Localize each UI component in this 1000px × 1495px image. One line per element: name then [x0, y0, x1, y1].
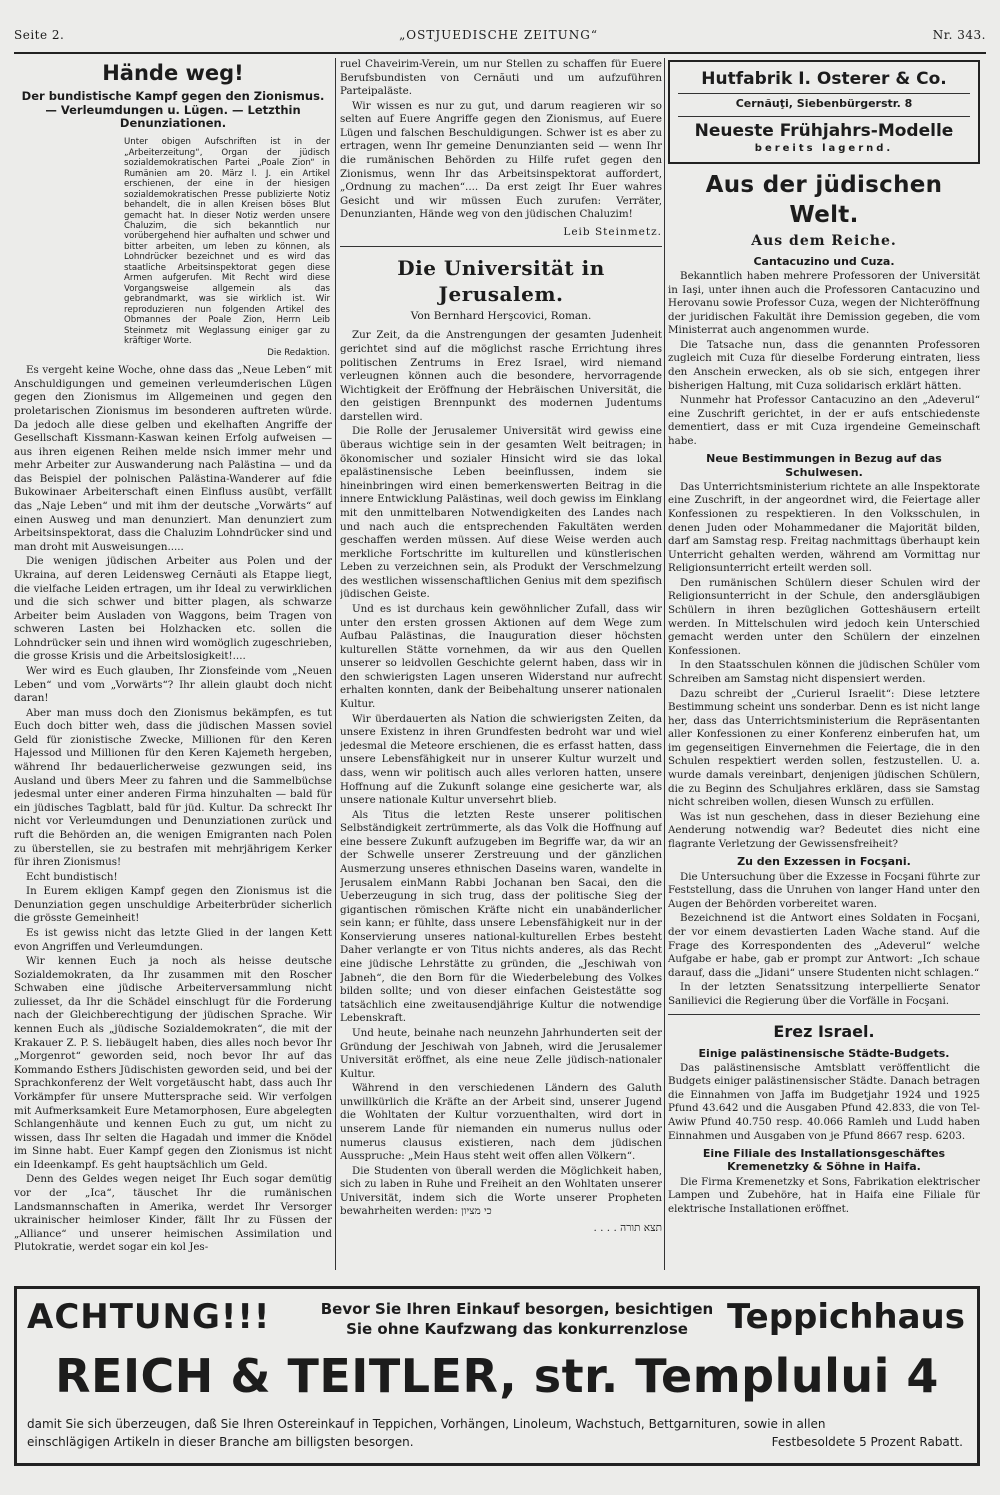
issue-number: Nr. 343.: [932, 28, 986, 42]
paragraph: Wer wird es Euch glauben, Ihr Zionsfeinde vom „Neuen Leben“ und vom „Vorwärts“? Ihr allein glaubt doch nicht daran!: [14, 665, 332, 705]
paragraph: Was ist nun geschehen, dass in dieser Beziehung eine Aenderung notwendig war? Bedeutet dies nicht eine flagrante Verletzung der Gewissensfreiheit?: [668, 810, 980, 850]
divider: [668, 1014, 980, 1015]
advertisement-osterer: [668, 60, 980, 164]
headline-haende-weg: Hände weg!: [102, 61, 244, 85]
page-header: [14, 22, 986, 54]
paragraph: Und heute, beinahe nach neunzehn Jahrhunderten seit der Gründung der Jeschiwah von Jabneh, wird die Jerusalemer Universität eröffnet, als eine neue Zelle jüdisch-nationaler Kultur.: [340, 1026, 662, 1080]
paragraph: Den rumänischen Schülern dieser Schulen wird der Religionsunterricht in der Schule, den andersgläubigen Schülern in ihren bezüglichen Gotteshäusern erteilt werden. In Mittelschulen wird jedoch kein Unterschied gemacht werden unter den Schülern der einzelnen Konfessionen.: [668, 576, 980, 657]
paragraph: Echt bundistisch!: [26, 870, 118, 883]
column-rule: [335, 58, 336, 1270]
news-heading: Einige palästinensische Städte-Budgets.: [698, 1046, 950, 1060]
paragraph: Die Studenten von überall werden die Möglichkeit haben, sich zu laben in Ruhe und Freiheit an den Wohltaten unserer Universität, indem sich die Worte unserer Propheten bewahrheiten werden: כי מציון: [340, 1164, 662, 1218]
news-heading: Cantacuzino und Cuza.: [753, 254, 895, 268]
article-title-universitaet: Die Universität in Jerusalem.: [397, 255, 605, 307]
paragraph: Nunmehr hat Professor Cantacuzino an den „Adeverul“ eine Zuschrift gerichtet, in der er aufs entschiedenste dementiert, dass er mit Cuza irgendeine Gemeinschaft habe.: [668, 394, 980, 447]
news-heading: Eine Filiale des Installationsgeschäftes Kremenetzky & Söhne in Haifa.: [702, 1147, 946, 1174]
section-subtitle: Aus dem Reiche.: [751, 233, 897, 250]
ad-footer-line-1: damit Sie sich überzeugen, daß Sie Ihren Ostereinkauf in Teppichen, Vorhängen, Linoleum, Wachstuch, Bettgarnituren, sowie in allen: [27, 1417, 826, 1431]
paragraph: Es ist gewiss nicht das letzte Glied in der langen Kett evon Angriffen und Verleumdungen.: [14, 926, 332, 953]
section-erez-israel: Erez Israel.: [773, 1022, 875, 1042]
paragraph: In den Staatsschulen können die jüdischen Schüler vom Schreiben am Samstag nicht dispensiert werden.: [668, 659, 980, 685]
paragraph: Als Titus die letzten Reste unserer politischen Selbständigkeit zertrümmerte, als das Volk die Hoffnung auf eine bessere Zukunft aufzugeben im Begriffe war, da wir an der Schwelle unserer Zerstreuung und der gänzlichen Ausmerzung unseres ethnischen Daseins waren, wandelte in Jerusalem einMann Rabbi Jochanan ben Sacai, den die Ueberzeugung in sich trug, dass der politische Sieg der gigantischen römischen Kräfte nicht ein unabänderlicher sein kann; er fühlte, dass unsere Lebensfähigkeit nur in der Konservierung unseres national-kulturellen Erbes besteht Daher verlangte er von Titus nichts anderes, als das Recht eine jüdische Lehrstätte zu gründen, die „Jeschiwah von Jabneh“, die den Born für die Wiederbelebung des Volkes bilden sollte; und von dieser einfachen Geistestätte sog tatsächlich eine zweitausendjährige Kultur die notwendige Lebenskraft.: [340, 808, 662, 1025]
paragraph: Aber man muss doch den Zionismus bekämpfen, es tut Euch doch bitter weh, dass die jüdischen Massen soviel Geld für zionistische Zwecke, Millionen für den Keren Hajessod und Millionen für den Keren Kajemeth hergeben, während Ihr bedauerlicherweise gezwungen seid, ins Ausland und übers Meer zu fahren und die Sammelbüchse jedesmal unter einer anderen Firma hinzuhalten — bald für ein jüdisches Tagblatt, bald für jüd. Kultur. Da schreckt Ihr nicht vor Verleumdungen und Denunziationen zurück und ruft die Behörden an, die wenigen Emigranten nach Polen zu überstellen, sie zu bestrafen mit mehrjährigem Kerker für ihren Zionismus!: [14, 706, 332, 869]
ad-achtung: ACHTUNG!!!: [27, 1297, 271, 1337]
paragraph: In Eurem ekligen Kampf gegen den Zionismus ist die Denunziation gegen unschuldige Arbeiterbrüder sicherlich die grösste Gemeinheit!: [14, 885, 332, 925]
paragraph: Bezeichnend ist die Antwort eines Soldaten in Focşani, der vor einem devastierten Laden Wache stand. Auf die Frage des Korrespondenten des „Adeverul“ welche Aufgabe er habe, gab er prompt zur Antwort: „Ich schaue darauf, dass die „Jidani“ unsere Studenten nicht schlagen.“: [668, 912, 980, 979]
paragraph: Wir kennen Euch ja noch als heisse deutsche Sozialdemokraten, da Ihr zusammen mit den Roscher Schwaben eine jüdische Arbeiterversammlung nicht zuliesset, da Ihr die Schädel einschlugt für die Forderung nach der Gleichberechtigung der jüdischen Sprache. Wir kennen Euch als „jüdische Sozialdemokraten“, die mit der Krakauer Z. P. S. liebäugelt haben, dies alles noch bevor Ihr „Morgenrot“ geworden seid, noch bevor Ihr auf das Kommando Esthers Jüdischisten geworden seid, und bei der Sprachkonferenz der Welt vorgetäuscht habt, dass auch Ihr Vorkämpfer für unsere Muttersprache seid. Wir verfolgen mit Aufmerksamkeit Eure Metamorphosen, Eure abgelegten Schlangenhäute und kennen Euch zu gut, um nicht zu wissen, dass Ihr selten die Hagadah und immer die Knödel im Sinne habt. Euer Kampf gegen den Zionismus ist nicht ein Ideenkampf. Es geht hauptsächlich um Geld.: [14, 955, 332, 1171]
ad-footer-line-2: einschlägigen Artikeln in dieser Branche am billigsten besorgen.: [27, 1435, 414, 1449]
paragraph: Die Firma Kremenetzky et Sons, Fabrikation elektrischer Lampen und Zubehöre, hat in Haifa eine Filiale für elektrische Installationen eröffnet.: [668, 1175, 980, 1215]
paragraph: Und es ist durchaus kein gewöhnlicher Zufall, dass wir unter den ersten grossen Aktionen auf dem Wege zum Aufbau Palästinas, die Inauguration dieser höchsten kulturellen Stätte vornehmen, da wir aus den Quellen unserer so leidvollen Geschichte gelernt haben, dass wir in den schwierigsten Lagen unseren Widerstand nur aufrecht erhalten konnten, dank der Beibehaltung unserer nationalen Kultur.: [340, 603, 662, 711]
column-3: [668, 58, 980, 1270]
news-heading: Neue Bestimmungen in Bezug auf das Schulwesen.: [706, 452, 942, 479]
page-number: Seite 2.: [14, 28, 65, 42]
paragraph: Während in den verschiedenen Ländern des Galuth unwillkürlich die Kräfte an der Arbeit sind, unserer Jugend die Wohltaten der Kultur vorzuenthalten, wird dort in unserem Lande für niemanden ein numerus nullus oder numerus clausus existieren, nach dem jüdischen Ausspruche: „Mein Haus steht weit offen allen Völkern“.: [340, 1082, 662, 1163]
paragraph: Die Tatsache nun, dass die genannten Professoren zugleich mit Cuza für dieselbe Forderung eintraten, liess den Anschein erwecken, als ob sie sich, entgegen ihrer bisherigen Haltung, mit Cuza solidarisch erklärt hätten.: [668, 338, 980, 392]
news-heading: Zu den Exzessen in Focşani.: [737, 855, 911, 869]
column-2: [340, 58, 662, 1270]
paragraph: Das palästinensische Amtsblatt veröffentlicht die Budgets einiger palästinensischer Städte. Danach betragen die Einnahmen von Jaffa im Budgetjahr 1924 und 1925 Pfund 43.642 und die Ausgaben Pfund 42.833, die von Tel-Awiw Pfund 40.750 resp. 40.066 Ramleh und Ludd haben Einnahmen und Ausgaben von je Pfund 8667 resp. 6203.: [668, 1061, 980, 1142]
article-byline: Von Bernhard Herşcovici, Roman.: [410, 309, 592, 322]
ad-address: Cernăuţi, Siebenbürgerstr. 8: [735, 97, 913, 111]
ad-footer-row: [27, 1435, 963, 1449]
editorial-note: [124, 137, 330, 358]
column-rule: [664, 58, 665, 1270]
paragraph: Die wenigen jüdischen Arbeiter aus Polen und der Ukraina, auf deren Leidensweg Cernăuti als Etappe liegt, die vielfache Leiden ertragen, um ihr Ideal zu verwirklichen und die sich schwer und bitter plagen, als schwarze Arbeiter beim Ausladen von Waggons, beim Tragen von schweren Lasten bei Holzhacken etc. sollen die Lohndrücker sein und ihnen wird womöglich zugeschrieben, die grosse Krisis und die Arbeitslosigkeit!....: [14, 555, 332, 663]
paragraph: Denn des Geldes wegen neiget Ihr Euch sogar demütig vor der „Ica“, täuschet Ihr die rumänischen Landsmannschaften in Amerika, werdet Ihr Versorger ukrainischer heimloser Kinder, fällt Ihr zu Füssen der „Alliance“ und unserer heimischen Assimilation und Plutokratie, werdet sogar ein kol Jes-: [14, 1173, 332, 1254]
paragraph: In der letzten Senatssitzung interpellierte Senator Sanilievici die Regierung über die Vorfälle in Focşani.: [668, 981, 980, 1007]
paragraph: Es vergeht keine Woche, ohne dass das „Neue Leben“ mit Anschuldigungen und gemeinen verleumderischen Lügen gegen den Zionismus im Allgemeinen und gegen den proletarischen Zionismus im besonderen auftreten würde. Da jedoch alle diese gelben und ekelhaften Angriffe der Gesellschaft Kissmann-Kaswan keinen Erfolg aufweisen — aus ihren eigenen Reihen melde nsich immer mehr und mehr Arbeiter zur Auswanderung nach Palästina — und da das Beispiel der polnischen Palästina-Wanderer auf fdie Bukowinaer Arbeiterschaft einen Einfluss ausübt, verfällt das „Naje Leben“ und mit ihm der deutsche „Vorwärts“ auf einen Ausweg und man denunziert. Man denunziert zum Arbeitsinspektorat, dass die Chaluzim Lohndrücker sind und man droht mit Ausweisungen.....: [14, 364, 332, 553]
hebrew-quote: . . . . תצא תורה: [593, 1222, 662, 1235]
editorial-note-text: Unter obigen Aufschriften ist in der „Arbeiterzeitung“, Organ der jüdisch sozialdemokratischen Partei „Poale Zion“ in Rumänien am 20. März l. J. ein Artikel erschienen, der eine in der hiesigen sozialdemokratischen Presse publizierte Notiz behandelt, die in allen Kreisen böses Blut gemacht hat. In dieser Notiz werden unsere Chaluzim, die sich bekanntlich nur vorübergehend hier aufhalten und schwer und bitter arbeiten, um leben zu können, als Lohndrücker bezeichnet und es wird das staatliche Arbeitsinspektorat gegen diese Armen aufgerufen. Mit Recht wird diese Vorgangsweise allgemein als das gebrandmarkt, was sie wirklich ist. Wir reproduzieren nun folgenden Artikel des Obmannes der Poale Zion, Herrn Leib Steinmetz mit Weglassung einiger gar zu kräftiger Worte.: [124, 137, 330, 347]
paragraph: Wir überdauerten als Nation die schwierigsten Zeiten, da unsere Existenz in ihren Grundfesten bedroht war und wiel jedesmal die Meteore erschienen, die es erfasst hatten, dass unsere Lebensfähigkeit nur in unserer Kultur wurzelt und dass, wenn wir politisch auch alles verloren hatten, unsere Hoffnung auf die Zukunft solange eine gesicherte war, als unsere nationale Kultur unversehrt blieb.: [340, 712, 662, 807]
advertisement-reich-teitler: [14, 1286, 980, 1466]
column-1: [14, 58, 332, 1270]
ad-teppichhaus: Teppichhaus: [726, 1297, 965, 1337]
paragraph: Die Rolle der Jerusalemer Universität wird gewiss eine überaus wichtige sein in der gesamten Welt beitragen; in ökonomischer und sozialer Hinsicht wird sie das lokal epalästinensische Leben beeinflussen, indem sie hineinbringen wird einen bemerkenswerten Beitrag in die innere Entwicklung Palästinas, weil doch gewiss im Einklang mit den unmittelbaren Notwendigkeiten des Landes nach und nach auch die entsprechenden Fakultäten werden geschaffen werden müssen. Auf diese Weise werden auch merkliche Fortschritte im kulturellen und künstlerischen Leben zu verzeichnen sein, als Produkt der Verschmelzung des westlichen wissenschaftlichen Genius mit dem spezifisch jüdischen Geiste.: [340, 425, 662, 601]
editorial-note-signature: Die Redaktion.: [267, 347, 330, 358]
newspaper-title: „OSTJUEDISCHE ZEITUNG“: [399, 28, 599, 42]
ad-firm-address: REICH & TEITLER, str. Templului 4: [55, 1349, 939, 1403]
ad-intro-line-2: Sie ohne Kaufzwang das konkurrenzlose: [346, 1320, 688, 1339]
divider: [340, 246, 662, 247]
paragraph: ruel Chaveirim-Verein, um nur Stellen zu schaffen für Euere Berufsbundisten von Cernăuti und um aufzuführen Parteipaläste.: [340, 58, 662, 98]
paragraph: Die Untersuchung über die Exzesse in Focşani führte zur Feststellung, dass die Unruhen von langer Hand unter den Augen der Behörden vorbereitet waren.: [668, 870, 980, 910]
section-title: Aus der jüdischen Welt.: [705, 171, 943, 228]
paragraph: Zur Zeit, da die Anstrengungen der gesamten Judenheit gerichtet sind auf die möglichst rasche Errichtung ihres politischen Zentrums in Erez Israel, wird niemand verleugnen können auch die besondere, hervorragende Wichtigkeit der Eröffnung der Hebräischen Universität, die den geistigen Brennpunkt des modernen Judentums darstellen wird.: [340, 329, 662, 423]
ad-intro: [317, 1299, 717, 1340]
ad-stock: bereits lagernd.: [754, 143, 894, 155]
paragraph: Dazu schreibt der „Curierul Israelit“: Diese letztere Bestimmung scheint uns sonderbar. Denn es ist nicht lange her, dass das Unterrichtsministerium die Repräsentanten aller Konfessionen zu einer Konferenz einberufen hat, um im gegenseitigen Einvernehmen die Feiertage, die in den Schulen respektiert werden sollen, festzustellen. U. a. wurde damals vereinbart, denjenigen jüdischen Schülern, die zu Beginn des Schuljahres erklären, dass sie Samstag nicht schreiben wollen, diesen Wunsch zu erfüllen.: [668, 687, 980, 809]
ad-rabatt: Festbesoldete 5 Prozent Rabatt.: [771, 1435, 963, 1449]
author-signature: Leib Steinmetz.: [563, 225, 662, 238]
paragraph: Bekanntlich haben mehrere Professoren der Universität in Iaşi, unter ihnen auch die Professoren Cantacuzino und Herovanu sowie Professor Cuza, wegen der Nichteröffnung der juridischen Fakultät ihre Demission gegeben, die vom Ministerrat auch angenommen wurde.: [668, 269, 980, 337]
paragraph: Das Unterrichtsministerium richtete an alle Inspektorate eine Zuschrift, in der angeordnet wird, die Feiertage aller Konfessionen zu respektieren. In den Volksschulen, in denen Juden oder Mohammedaner die Majorität bilden, darf am Samstag resp. Freitag nachmittags überhaupt kein Unterricht gehalten werden, während am Vormittag nur Religionsunterricht erteilt werden soll.: [668, 480, 980, 575]
paragraph: Wir wissen es nur zu gut, und darum reagieren wir so selten auf Euere Angriffe gegen den Zionismus, auf Euere Lügen und falschen Beschuldigungen. Schwer ist es aber zu ertragen, wenn Ihr gemeine Denunzianten seid — wenn Ihr die rumänischen Behörden zu Hilfe rufet gegen den Zionismus, wenn Ihr das Arbeitsinspektorat auffordert, „Ordnung zu machen“.... Da erst zeigt Ihr Euer wahres Gesicht und wir müssen Euch zurufen: Verräter, Denunzianten, Hände weg von den jüdischen Chaluzim!: [340, 99, 662, 221]
subheadline: Der bundistische Kampf gegen den Zionismus. — Verleumdungen u. Lügen. — Letzthin Denunziationen.: [21, 88, 325, 131]
ad-intro-line-1: Bevor Sie Ihren Einkauf besorgen, besichtigen: [320, 1300, 714, 1318]
ad-models: Neueste Frühjahrs-Modelle: [678, 116, 970, 142]
ad-firm-name: Hutfabrik I. Osterer & Co.: [678, 68, 970, 94]
